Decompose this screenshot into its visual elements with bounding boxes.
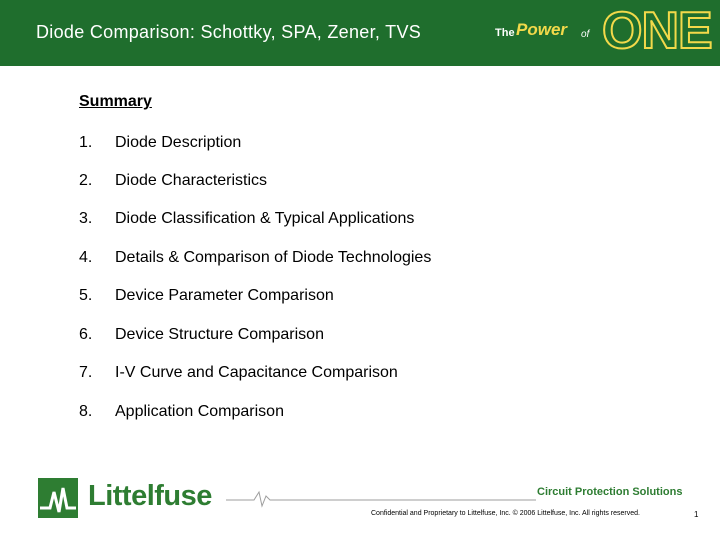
item-text: Details & Comparison of Diode Technologies — [115, 249, 432, 266]
item-number: 6. — [79, 326, 93, 343]
item-number: 3. — [79, 210, 93, 227]
item-text: Application Comparison — [115, 403, 284, 420]
item-text: Diode Characteristics — [115, 172, 268, 189]
brand-the: The — [495, 27, 515, 39]
tagline: Circuit Protection Solutions — [537, 486, 683, 498]
slide-title: Diode Comparison: Schottky, SPA, Zener, TVS — [36, 22, 422, 42]
slide-footer — [0, 470, 720, 540]
brand-of: of — [581, 29, 590, 40]
power-of-one-logo — [492, 0, 720, 66]
brand-one: ONE — [602, 2, 712, 60]
page-number: 1 — [694, 510, 699, 519]
summary-heading: Summary — [79, 93, 152, 110]
slide-header — [0, 0, 720, 66]
item-number: 2. — [79, 172, 93, 189]
signal-line-icon — [226, 488, 536, 508]
legal-notice: Confidential and Proprietary to Littelfuse, Inc. © 2006 Littelfuse, Inc. All rights reserved. — [371, 510, 640, 517]
item-text: Device Parameter Comparison — [115, 287, 334, 304]
item-text: Device Structure Comparison — [115, 326, 324, 343]
item-number: 8. — [79, 403, 93, 420]
item-number: 4. — [79, 249, 93, 266]
item-text: I-V Curve and Capacitance Comparison — [115, 364, 398, 381]
brand-power: Power — [516, 20, 568, 39]
item-number: 7. — [79, 364, 93, 381]
littelfuse-logo-icon — [38, 478, 78, 518]
littelfuse-wordmark: Littelfuse — [88, 480, 212, 512]
item-text: Diode Classification & Typical Applications — [115, 210, 415, 227]
item-text: Diode Description — [115, 134, 242, 151]
item-number: 1. — [79, 134, 93, 151]
item-number: 5. — [79, 287, 93, 304]
